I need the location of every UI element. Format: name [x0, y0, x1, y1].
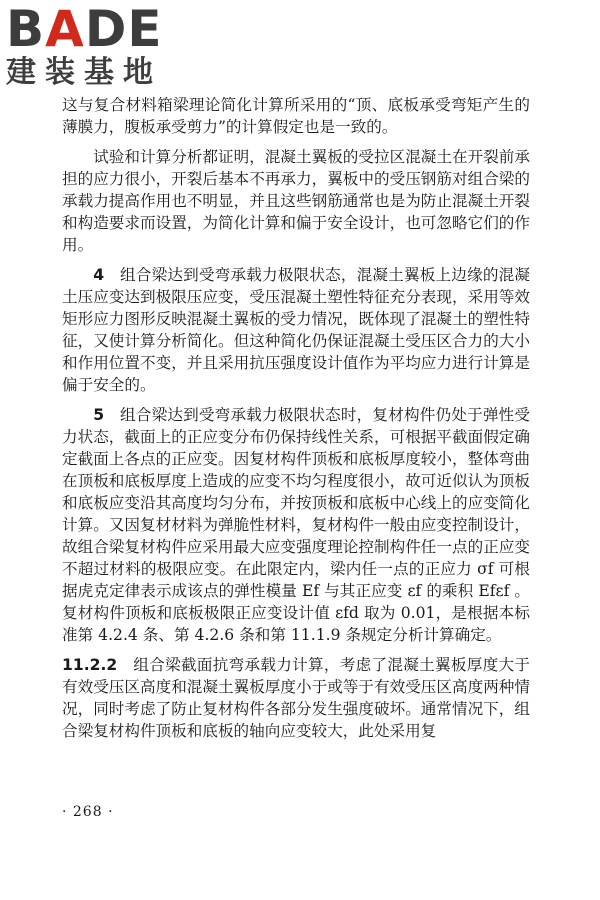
page-number: · 268 ·: [62, 804, 114, 820]
logo-subtitle: 建装基地: [6, 55, 162, 90]
paragraph: 这与复合材料箱梁理论简化计算所采用的“顶、底板承受弯矩产生的薄膜力，腹板承受剪力”的计算假定也是一致的。: [62, 96, 530, 136]
paragraph: 11.2.2 组合梁截面抗弯承载力计算，考虑了混凝土翼板厚度大于有效受压区高度和混凝土翼板厚度小于或等于有效受压区高度两种情况，同时考虑了防止复材构件各部分发生强度破坏。通常情况下，组合梁复材构件顶板和底板的轴向应变较大，此处采用复: [62, 656, 530, 740]
paragraph: 试验和计算分析都证明，混凝土翼板的受拉区混凝土在开裂前承担的应力很小，开裂后基本不再承力，翼板中的受压钢筋对组合梁的承载力提高作用也不明显，并且这些钢筋通常也是为防止混凝土开裂和构造要求而设置，为简化计算和偏于安全设计，也可忽略它们的作用。: [62, 148, 530, 254]
document-body: [62, 94, 530, 742]
bade-logo: [6, 0, 176, 90]
paragraph: 5 组合梁达到受弯承载力极限状态时，复材构件仍处于弹性受力状态，截面上的正应变分布仍保持线性关系，可根据平截面假定确定截面上各点的正应变。因复材构件顶板和底板厚度较小，整体弯曲在顶板和底板厚度上造成的应变不均匀程度很小，故可近似认为顶板和底板应变沿其高度均匀分布，并按顶板和底板中心线上的应变简化计算。又因复材材料为弹脆性材料，复材构件一般由应变控制设计，故组合梁复材构件应采用最大应变强度理论控制构件任一点的正应变不超过材料的极限应变。在此限定内，梁内任一点的正应力 σf 可根据虎克定律表示成该点的弹性模量 Ef 与其正应变 εf 的乘积 Efεf 。复材构件顶板和底板极限正应变设计值 εfd 取为 0.01，是根据本标准第 4.2.4 条、第 4.2.6 条和第 11.1.9 条规定分析计算确定。: [62, 406, 530, 644]
clause-number: 11.2.2: [62, 656, 118, 674]
clause-number: 4: [93, 266, 105, 284]
clause-number: 5: [93, 406, 105, 424]
logo-wordmark: BADE: [6, 0, 163, 58]
paragraph: 4 组合梁达到受弯承载力极限状态，混凝土翼板上边缘的混凝土压应变达到极限压应变，受压混凝土塑性特征充分表现，采用等效矩形应力图形反映混凝土翼板的受力情况，既体现了混凝土的塑性特征，又使计算分析简化。但这种简化仍保证混凝土受压区合力的大小和作用位置不变，并且采用抗压强度设计值作为平均应力进行计算是偏于安全的。: [62, 266, 530, 394]
